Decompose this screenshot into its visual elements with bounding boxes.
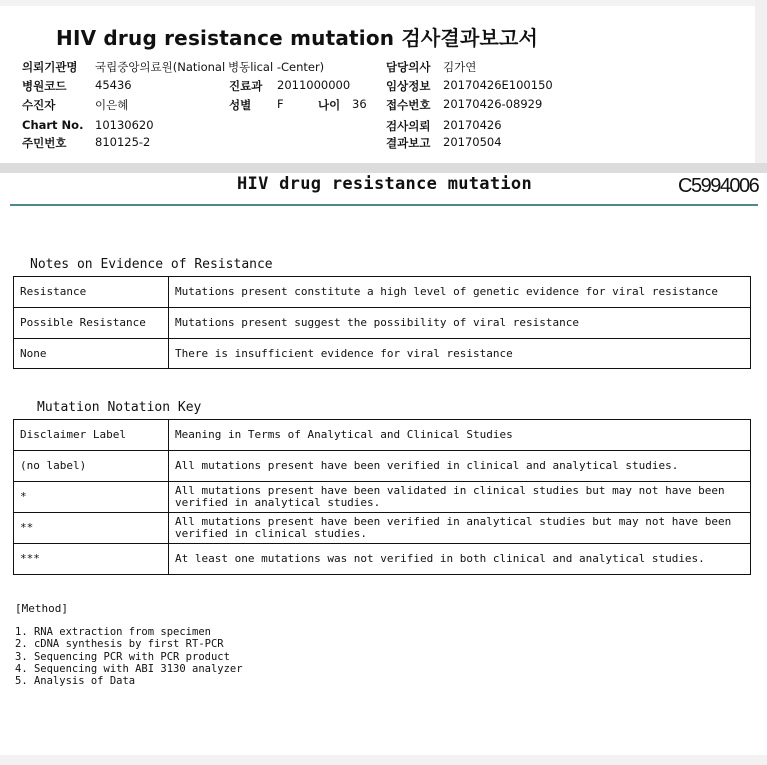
dept-value: 2011000000 [277, 78, 351, 92]
rrn-value: 810125-2 [95, 135, 151, 149]
report-subtitle: HIV drug resistance mutation [237, 174, 532, 194]
report-code: C5994006 [678, 175, 759, 197]
sex-value: F [277, 97, 284, 111]
evidence-term: Resistance [14, 277, 169, 308]
chart-no-value: 10130620 [95, 118, 154, 132]
table-row [14, 339, 751, 369]
institution-overlap-text: 병동lical -Center) [228, 60, 325, 74]
rrn-label: 주민번호 [22, 136, 67, 150]
top-border [0, 0, 767, 6]
reception-no-value: 20170426-08929 [443, 97, 543, 111]
evidence-desc: There is insufficient evidence for viral resistance [169, 339, 751, 369]
table-row [14, 544, 751, 575]
notation-table [13, 419, 751, 575]
chart-no-label: Chart No. [22, 118, 84, 132]
notation-desc: All mutations present have been validated in clinical studies but may not have been verified in analytical studies. [169, 482, 751, 513]
notation-term: Disclaimer Label [14, 420, 169, 451]
table-row [14, 451, 751, 482]
list-item: 3. Sequencing PCR with PCR product [15, 650, 230, 663]
report-header [0, 0, 767, 163]
notation-term: * [14, 482, 169, 513]
method-heading: [Method] [15, 602, 68, 615]
table-row [14, 482, 751, 513]
evidence-desc: Mutations present constitute a high level of genetic evidence for viral resistance [169, 277, 751, 308]
title-rule [10, 204, 758, 206]
doctor-value: 김가연 [443, 60, 477, 74]
table-row [14, 308, 751, 339]
list-item: 5. Analysis of Data [15, 675, 136, 688]
table-row [14, 277, 751, 308]
sex-label: 성별 [229, 98, 252, 112]
patient-label: 수진자 [22, 98, 56, 112]
bottom-border [0, 755, 767, 765]
doctor-label: 담당의사 [386, 60, 431, 74]
clinical-info-value: 20170426E100150 [443, 78, 553, 92]
report-date-label: 결과보고 [386, 136, 431, 150]
request-date-value: 20170426 [443, 118, 502, 132]
notation-desc: At least one mutations was not verified in both clinical and analytical studies. [169, 544, 751, 575]
notation-desc: Meaning in Terms of Analytical and Clinical Studies [169, 420, 751, 451]
notation-heading: Mutation Notation Key [37, 400, 202, 415]
evidence-desc: Mutations present suggest the possibility of viral resistance [169, 308, 751, 339]
notation-term: ** [14, 513, 169, 544]
table-row [14, 420, 751, 451]
dept-label: 진료과 [229, 79, 263, 93]
notation-term: *** [14, 544, 169, 575]
list-item: 1. RNA extraction from specimen [15, 626, 211, 638]
evidence-heading: Notes on Evidence of Resistance [30, 257, 273, 272]
evidence-term: None [14, 339, 169, 369]
notation-desc: All mutations present have been verified in clinical and analytical studies. [169, 451, 751, 482]
evidence-table [13, 276, 751, 369]
age-label: 나이 [318, 98, 341, 112]
right-border [755, 0, 767, 163]
list-item: 2. cDNA synthesis by first RT-PCR [15, 638, 224, 651]
report-date-value: 20170504 [443, 135, 502, 149]
hospital-code-label: 병원코드 [22, 79, 67, 93]
method-list [15, 626, 243, 687]
hospital-code-value: 45436 [95, 78, 132, 92]
reception-no-label: 접수번호 [386, 98, 431, 112]
list-item: 4. Sequencing with ABI 3130 analyzer [15, 662, 243, 675]
evidence-term: Possible Resistance [14, 308, 169, 339]
table-row [14, 513, 751, 544]
notation-desc: All mutations present have been verified in analytical studies but may not have been verified in clinical studies. [169, 513, 751, 544]
clinical-info-label: 임상정보 [386, 79, 431, 93]
request-date-label: 검사의뢰 [386, 119, 431, 133]
section-divider [0, 163, 767, 173]
institution-label: 의뢰기관명 [22, 60, 78, 74]
institution-value: 국립중앙의료원(National [95, 60, 226, 74]
report-main-title: HIV drug resistance mutation 검사결과보고서 [56, 26, 539, 50]
patient-value: 이은혜 [95, 98, 129, 112]
notation-term: (no label) [14, 451, 169, 482]
age-value: 36 [352, 97, 367, 111]
